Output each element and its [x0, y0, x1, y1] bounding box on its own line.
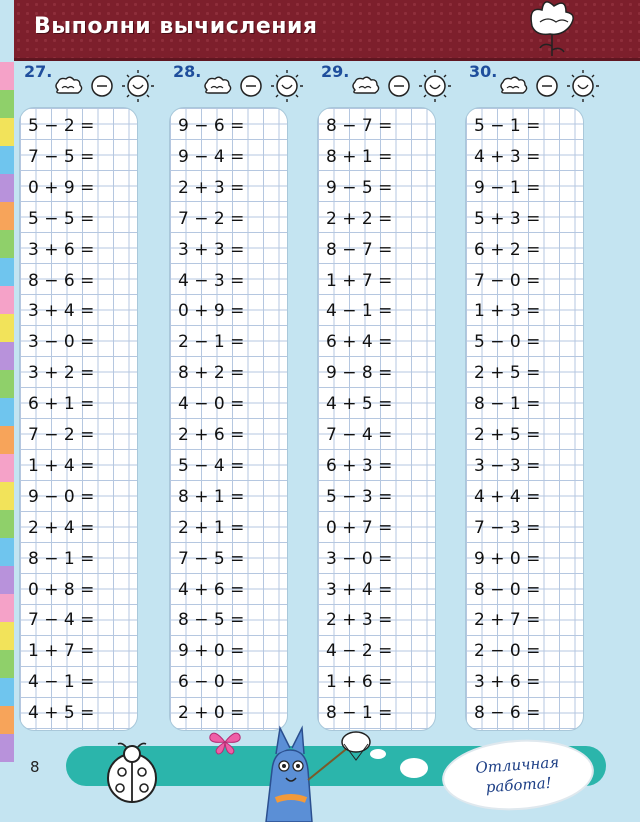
edge-color-block — [0, 454, 14, 482]
mood-rating-icons — [345, 68, 465, 104]
edge-color-block — [0, 510, 14, 538]
edge-color-block — [0, 482, 14, 510]
math-exercise: 9 − 5 = — [326, 177, 393, 198]
edge-color-block — [0, 90, 14, 118]
bubbles-decoration — [366, 744, 436, 784]
badge-line-2: работа! — [485, 773, 553, 797]
edge-color-block — [0, 398, 14, 426]
math-exercise: 5 − 2 = — [28, 116, 95, 136]
color-edge-strip — [0, 62, 14, 762]
math-exercise: 8 − 6 = — [474, 703, 541, 724]
math-exercise: 9 − 6 = — [178, 116, 245, 136]
math-exercise: 8 + 2 = — [178, 363, 245, 384]
sun-icon — [419, 70, 451, 102]
math-exercise: 2 − 1 = — [178, 332, 245, 353]
exercise-header — [463, 62, 613, 106]
edge-color-block — [0, 62, 14, 90]
math-exercise: 8 − 0 = — [474, 579, 541, 600]
exercise-panel — [318, 108, 435, 730]
math-exercise: 7 − 4 = — [28, 610, 95, 631]
math-exercise: 5 − 5 = — [28, 208, 95, 229]
math-exercise: 2 + 0 = — [178, 703, 245, 724]
cloud-icon — [501, 77, 527, 93]
math-exercise: 7 − 5 = — [178, 548, 245, 569]
neutral-face-icon — [389, 76, 409, 96]
neutral-face-icon — [92, 76, 112, 96]
math-exercise: 2 + 4 = — [28, 517, 95, 538]
math-exercise: 4 − 0 = — [178, 394, 245, 415]
edge-color-block — [0, 678, 14, 706]
exercise-header — [167, 62, 317, 106]
math-exercise: 0 + 7 = — [326, 517, 393, 538]
math-exercise: 1 + 3 = — [474, 301, 541, 322]
edge-color-block — [0, 314, 14, 342]
math-exercise: 8 − 6 = — [28, 270, 95, 291]
exercise-panel — [466, 108, 583, 730]
mood-rating-icons — [493, 68, 613, 104]
cloud-icon — [56, 77, 82, 93]
math-exercise: 3 + 6 = — [28, 239, 95, 260]
math-exercise: 0 + 9 = — [178, 301, 245, 322]
math-exercise: 3 + 4 = — [28, 301, 95, 322]
mood-rating-icons — [48, 68, 168, 104]
butterfly-icon — [208, 728, 242, 756]
math-exercise: 7 − 4 = — [326, 425, 393, 445]
math-exercise: 2 + 3 = — [326, 610, 393, 631]
exercise-number: 30. — [469, 62, 498, 81]
edge-color-block — [0, 202, 14, 230]
edge-color-block — [0, 118, 14, 146]
math-exercise: 8 − 7 = — [326, 116, 393, 136]
math-exercise: 9 − 1 = — [474, 177, 541, 198]
math-exercise: 8 − 1 = — [326, 703, 393, 724]
sun-icon — [567, 70, 599, 102]
math-exercise: 2 + 3 = — [178, 177, 245, 198]
cloud-icon — [353, 77, 379, 93]
math-exercise: 8 − 7 = — [326, 239, 393, 260]
math-exercise: 7 − 0 = — [474, 270, 541, 291]
math-exercise: 1 + 7 = — [28, 641, 95, 662]
edge-color-block — [0, 594, 14, 622]
page-header — [14, 0, 640, 61]
math-exercise: 1 + 7 = — [326, 270, 393, 291]
math-exercise: 2 + 7 = — [474, 610, 541, 631]
math-exercise: 2 + 5 = — [474, 363, 541, 384]
page-number: 8 — [30, 758, 40, 776]
math-exercise: 4 + 5 = — [28, 703, 95, 724]
math-exercise: 7 − 3 = — [474, 517, 541, 538]
edge-color-block — [0, 230, 14, 258]
math-exercise: 2 + 6 = — [178, 425, 245, 445]
math-exercise: 1 + 4 = — [28, 455, 95, 476]
math-exercise: 5 + 3 = — [474, 208, 541, 229]
exercise-header — [18, 62, 168, 106]
math-exercise: 4 + 3 = — [474, 146, 541, 167]
math-exercise: 2 + 5 = — [474, 425, 541, 445]
ladybug-icon — [98, 742, 168, 808]
exercise-panel — [170, 108, 287, 730]
cat-with-net-illustration — [246, 720, 376, 822]
math-exercise: 4 − 2 = — [326, 641, 393, 662]
edge-color-block — [0, 426, 14, 454]
math-exercise: 6 + 4 = — [326, 332, 393, 353]
math-exercise: 8 + 1 = — [326, 146, 393, 167]
math-exercise: 2 − 0 = — [474, 641, 541, 662]
exercise-number: 27. — [24, 62, 53, 81]
edge-color-block — [0, 622, 14, 650]
math-exercise: 5 − 4 = — [178, 455, 245, 476]
flower-icon — [524, 0, 580, 60]
math-exercise: 9 + 0 = — [474, 548, 541, 569]
edge-color-block — [0, 342, 14, 370]
math-exercise: 7 − 2 = — [178, 208, 245, 229]
math-exercise: 5 − 1 = — [474, 116, 541, 136]
math-exercise: 7 − 5 = — [28, 146, 95, 167]
math-exercise: 6 + 3 = — [326, 455, 393, 476]
math-exercise: 1 + 6 = — [326, 672, 393, 693]
math-exercise: 6 + 1 = — [28, 394, 95, 415]
math-exercise: 4 − 1 = — [28, 672, 95, 693]
math-exercise: 3 − 0 = — [28, 332, 95, 353]
math-exercise: 3 − 3 = — [474, 455, 541, 476]
math-exercise: 3 − 0 = — [326, 548, 393, 569]
math-exercise: 2 + 1 = — [178, 517, 245, 538]
math-exercise: 5 − 0 = — [474, 332, 541, 353]
badge-line-1: Отличная — [474, 753, 560, 777]
exercise-number: 28. — [173, 62, 202, 81]
math-exercise: 5 − 3 = — [326, 486, 393, 507]
edge-color-block — [0, 146, 14, 174]
edge-color-block — [0, 650, 14, 678]
page-title: Выполни вычисления — [34, 14, 318, 39]
mood-rating-icons — [197, 68, 317, 104]
math-exercise: 6 − 0 = — [178, 672, 245, 693]
math-exercise: 8 − 1 = — [474, 394, 541, 415]
math-exercise: 4 − 1 = — [326, 301, 393, 322]
math-exercise: 3 + 3 = — [178, 239, 245, 260]
exercise-panel — [20, 108, 137, 730]
math-exercise: 4 + 4 = — [474, 486, 541, 507]
edge-color-block — [0, 566, 14, 594]
math-exercise: 8 + 1 = — [178, 486, 245, 507]
math-exercise: 8 − 5 = — [178, 610, 245, 631]
neutral-face-icon — [537, 76, 557, 96]
math-exercise: 9 − 0 = — [28, 486, 95, 507]
edge-color-block — [0, 370, 14, 398]
math-exercise: 9 − 8 = — [326, 363, 393, 384]
math-exercise: 7 − 2 = — [28, 425, 95, 445]
exercise-header — [315, 62, 465, 106]
math-exercise: 6 + 2 = — [474, 239, 541, 260]
math-exercise: 3 + 6 = — [474, 672, 541, 693]
math-exercise: 4 − 3 = — [178, 270, 245, 291]
edge-color-block — [0, 174, 14, 202]
exercise-number: 29. — [321, 62, 350, 81]
math-exercise: 8 − 1 = — [28, 548, 95, 569]
math-exercise: 0 + 8 = — [28, 579, 95, 600]
math-exercise: 4 + 6 = — [178, 579, 245, 600]
cloud-icon — [205, 77, 231, 93]
edge-color-block — [0, 538, 14, 566]
edge-color-block — [0, 258, 14, 286]
neutral-face-icon — [241, 76, 261, 96]
math-exercise: 9 − 4 = — [178, 146, 245, 167]
sun-icon — [122, 70, 154, 102]
edge-color-block — [0, 286, 14, 314]
math-exercise: 9 + 0 = — [178, 641, 245, 662]
math-exercise: 2 + 2 = — [326, 208, 393, 229]
math-exercise: 4 + 5 = — [326, 394, 393, 415]
math-exercise: 3 + 2 = — [28, 363, 95, 384]
edge-color-block — [0, 706, 14, 734]
sun-icon — [271, 70, 303, 102]
math-exercise: 3 + 4 = — [326, 579, 393, 600]
math-exercise: 0 + 9 = — [28, 177, 95, 198]
edge-color-block — [0, 734, 14, 762]
